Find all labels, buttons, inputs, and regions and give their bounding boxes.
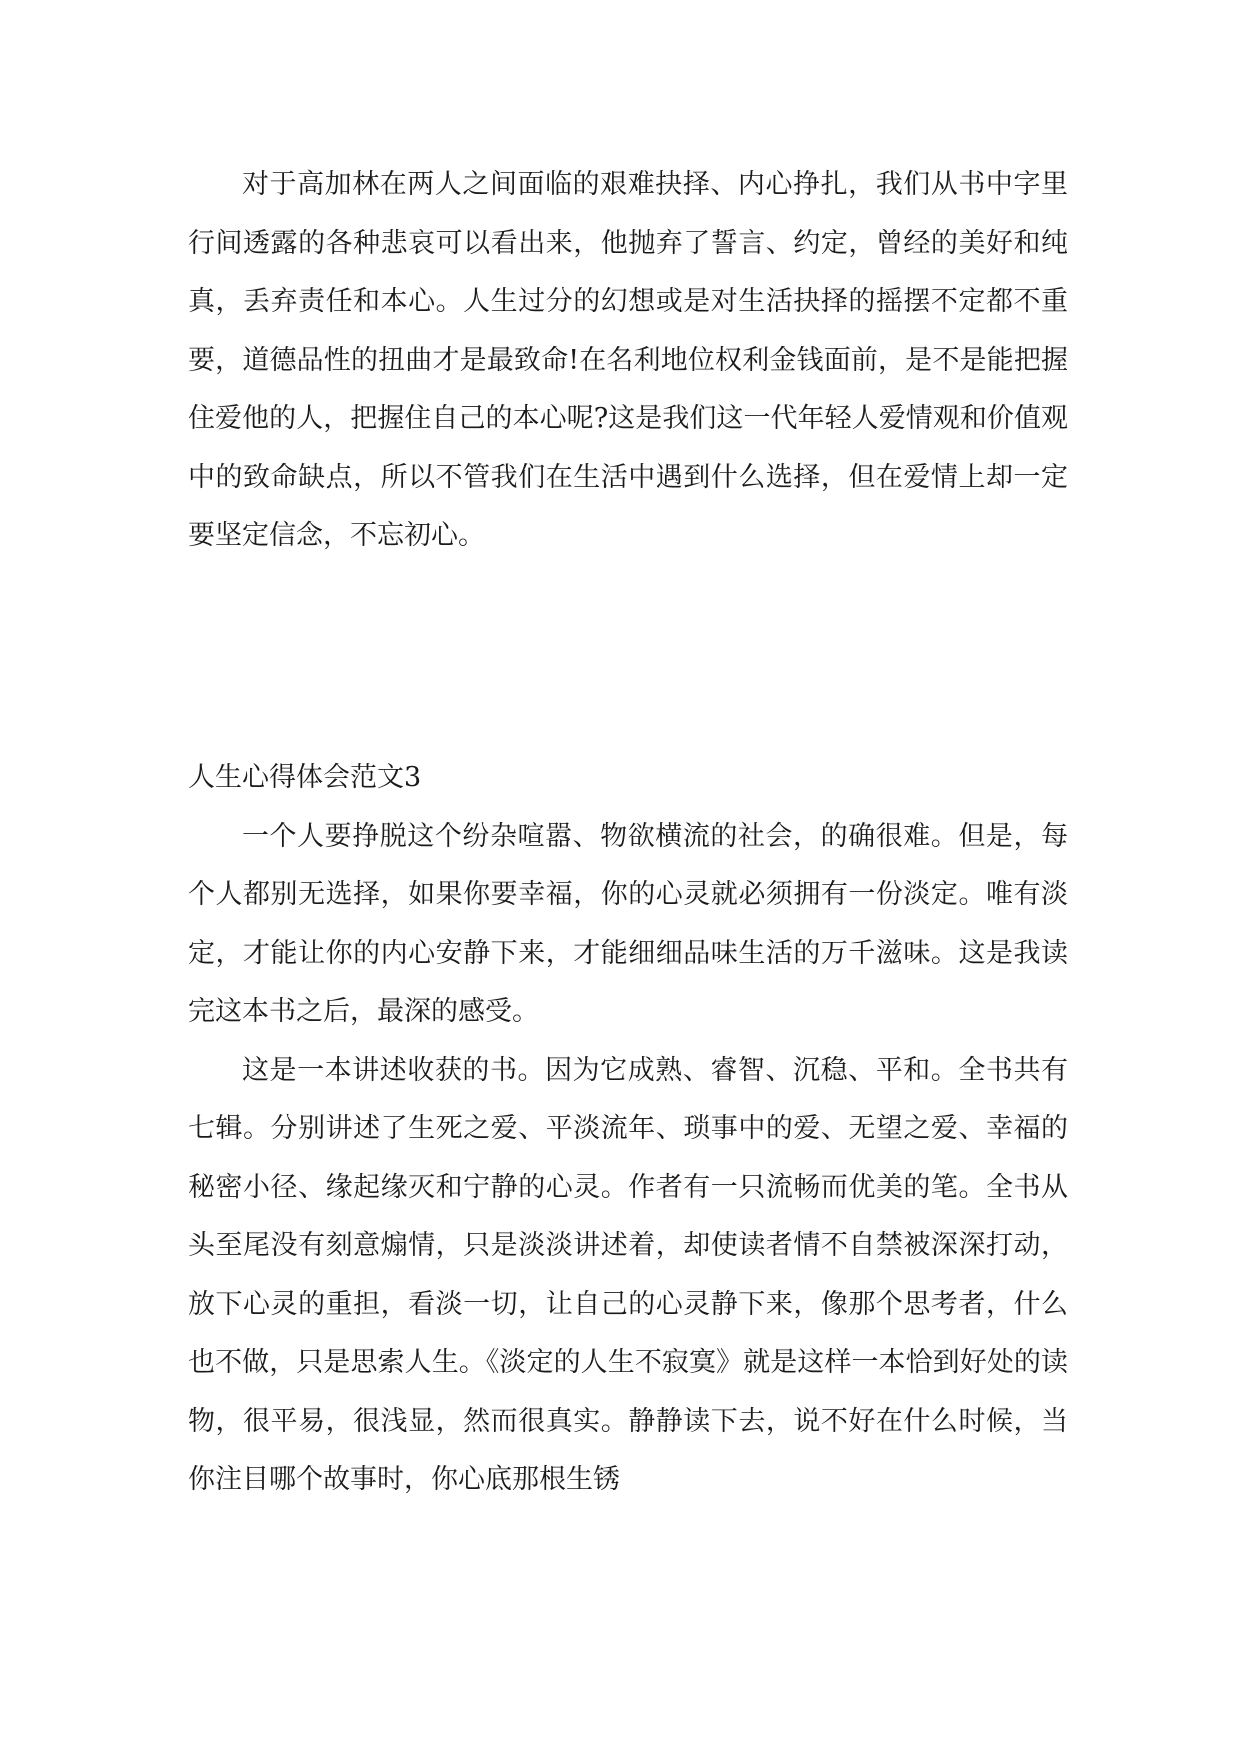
- paragraph: 一个人要挣脱这个纷杂喧嚣、物欲横流的社会，的确很难。但是，每个人都别无选择，如果你要幸福，你的心灵就必须拥有一份淡定。唯有淡定，才能让你的内心安静下来，才能细细品味生活的万千滋味。这是我读完这本书之后，最深的感受。: [188, 820, 1068, 1027]
- paragraph: 对于高加林在两人之间面临的艰难抉择、内心挣扎，我们从书中字里行间透露的各种悲哀可以看出来，他抛弃了誓言、约定，曾经的美好和纯真，丢弃责任和本心。人生过分的幻想或是对生活抉择的摇摆不定都不重要，道德品性的扭曲才是最致命!在名利地位权利金钱面前，是不是能把握住爱他的人，把握住自己的本心呢?这是我们这一代年轻人爱情观和价值观中的致命缺点，所以不管我们在生活中遇到什么选择，但在爱情上却一定要坚定信念，不忘初心。: [188, 169, 1068, 551]
- section-heading: 人生心得体会范文3: [188, 762, 422, 793]
- section-3: [188, 749, 1068, 1510]
- body-text-top: [188, 156, 1068, 566]
- paragraph: 这是一本讲述收获的书。因为它成熟、睿智、沉稳、平和。全书共有七辑。分别讲述了生死之爱、平淡流年、琐事中的爱、无望之爱、幸福的秘密小径、缘起缘灭和宁静的心灵。作者有一只流畅而优美的笔。全书从头至尾没有刻意煽情，只是淡淡讲述着，却使读者情不自禁被深深打动，放下心灵的重担，看淡一切，让自己的心灵静下来，像那个思考者，什么也不做，只是思索人生。《淡定的人生不寂寞》就是这样一本恰到好处的读物，很平易，很浅显，然而很真实。静静读下去，说不好在什么时候，当你注目哪个故事时，你心底那根生锈: [188, 1054, 1068, 1495]
